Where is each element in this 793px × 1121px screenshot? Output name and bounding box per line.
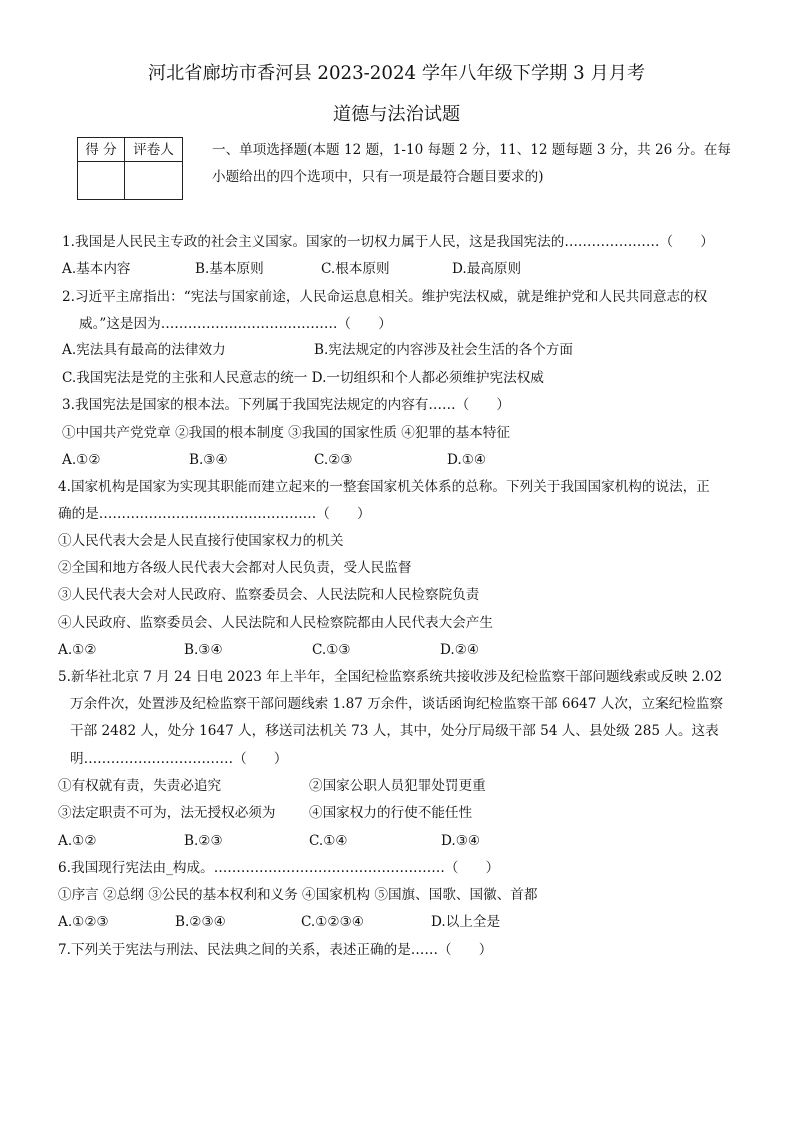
q5-stem-line-1: 5.新华社北京 7 月 24 日电 2023 年上半年，全国纪检监察系统共接收涉及纪检监察干部问题线索或反映 2.02 [58,669,723,685]
score-cell [78,162,125,200]
q7-stem: 7.下列关于宪法与刑法、民法典之间的关系，表述正确的是……（ ） [58,942,493,958]
q6-option-b: B.②③④ [175,914,226,930]
score-table [77,137,183,200]
q5-option-c: C.①④ [309,833,348,849]
q5-item-4: ④国家权力的行使不能任性 [309,805,473,821]
q3-stem: 3.我国宪法是国家的根本法。下列属于我国宪法规定的内容有……（ ） [62,397,510,413]
title-line-1: 河北省廊坊市香河县 2023-2024 学年八年级下学期 3 月月考 [147,63,646,84]
grader-header: 评卷人 [125,138,183,162]
q5-stem-line-2: 万余件次，处置涉及纪检监察干部问题线索 1.87 万余件，谈话函询纪检监察干部 6647 人次，立案纪检监察 [70,696,724,712]
q5-option-b: B.②③ [184,833,223,849]
q2-option-a: A.宪法具有最高的法律效力 [62,342,226,358]
q5-item-2: ②国家公职人员犯罪处罚更重 [309,778,486,794]
q4-item-4: ④人民政府、监察委员会、人民法院和人民检察院都由人民代表大会产生 [58,615,493,631]
q5-option-d: D.③④ [441,833,481,849]
q4-option-a: A.①② [58,642,97,658]
section-intro-line-2: 小题给出的四个选项中，只有一项是最符合题目要求的) [212,169,544,185]
q3-option-a: A.①② [62,452,101,468]
q5-stem-line-3: 干部 2482 人，处分 1647 人，移送司法机关 73 人，其中，处分厅局级干部 54 人、县处级 285 人。这表 [70,723,719,739]
q5-option-a: A.①② [58,833,97,849]
q1-option-c: C.根本原则 [321,261,390,277]
q1-option-a: A.基本内容 [62,261,131,277]
q4-stem-line-2: 确的是…………………………………………（ ） [58,506,371,522]
q2-option-b: B.宪法规定的内容涉及社会生活的各个方面 [314,342,573,358]
q4-option-d: D.②④ [440,642,480,658]
q4-item-1: ①人民代表大会是人民直接行使国家权力的机关 [58,533,344,549]
q2-stem-line-2: 威。”这是因为…………………………………（ ） [79,316,392,332]
score-header: 得 分 [78,138,125,162]
q6-items: ①序言 ②总纲 ③公民的基本权利和义务 ④国家机构 ⑤国旗、国歌、国徽、首都 [58,887,538,903]
q3-items: ①中国共产党党章 ②我国的根本制度 ③我国的国家性质 ④犯罪的基本特征 [62,425,510,441]
q3-option-c: C.②③ [314,452,353,468]
title-line-2: 道德与法治试题 [332,104,461,125]
q3-option-b: B.③④ [189,452,228,468]
q6-option-c: C.①②③④ [301,914,364,930]
q6-option-d: D.以上全是 [431,914,501,930]
q1-stem: 1.我国是人民民主专政的社会主义国家。国家的一切权力属于人民，这是我国宪法的…………………（ ） [62,234,714,250]
q4-option-b: B.③④ [184,642,223,658]
q5-item-1: ①有权就有责，失责必追究 [58,778,222,794]
q2-stem-line-1: 2.习近平主席指出：“宪法与国家前途，人民命运息息相关。维护宪法权威，就是维护党和人民共同意志的权 [62,289,708,305]
q4-stem-line-1: 4.国家机构是国家为实现其职能而建立起来的一整套国家机关体系的总称。下列关于我国国家机构的说法，正 [58,479,710,495]
q1-option-b: B.基本原则 [195,261,264,277]
q4-item-3: ③人民代表大会对人民政府、监察委员会、人民法院和人民检察院负责 [58,587,480,603]
q5-item-3: ③法定职责不可为，法无授权必须为 [58,805,276,821]
q4-item-2: ②全国和地方各级人民代表大会都对人民负责，受人民监督 [58,560,412,576]
grader-cell [125,162,183,200]
q4-option-c: C.①③ [312,642,351,658]
q1-option-d: D.最高原则 [452,261,522,277]
section-intro-line-1: 一、单项选择题(本题 12 题，1-10 每题 2 分，11、12 题每题 3 分，共 26 分。在每 [212,142,731,158]
q3-option-d: D.①④ [447,452,487,468]
q5-stem-line-4: 明……………………………（ ） [70,751,288,767]
q6-stem: 6.我国现行宪法由_构成。……………………………………………（ ） [58,860,500,876]
q2-option-cd: C.我国宪法是党的主张和人民意志的统一 D.一切组织和个人都必须维护宪法权威 [62,370,544,386]
q6-option-a: A.①②③ [58,914,109,930]
